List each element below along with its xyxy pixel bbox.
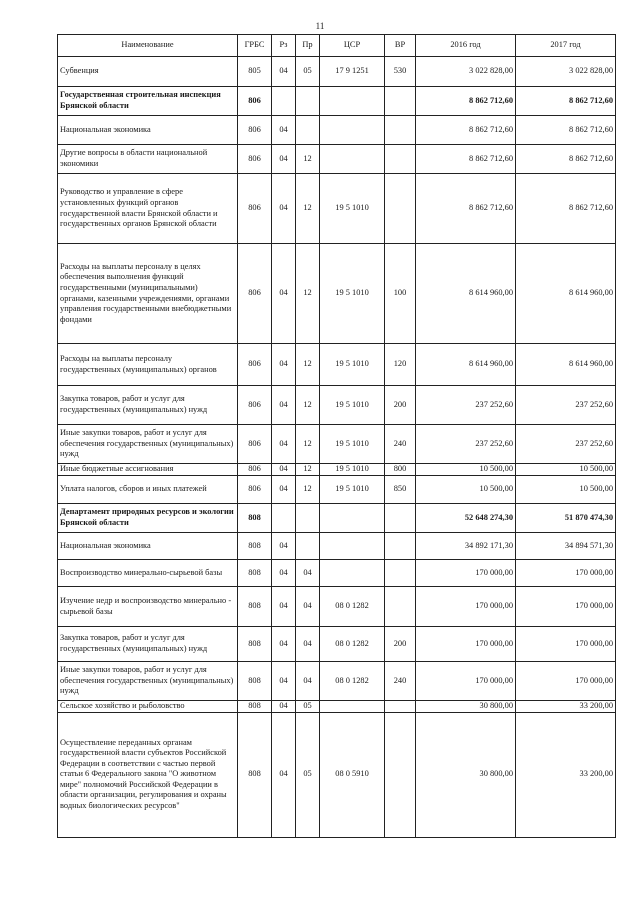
cell-2017: 170 000,00 (516, 587, 616, 627)
cell-2017: 33 200,00 (516, 701, 616, 713)
cell-rz: 04 (272, 476, 296, 504)
cell-grbs: 808 (238, 533, 272, 560)
cell-name: Закупка товаров, работ и услуг для государственных (муниципальных) нужд (58, 627, 238, 662)
cell-pr (296, 504, 320, 533)
budget-table (57, 34, 616, 838)
cell-name: Иные закупки товаров, работ и услуг для обеспечения государственных (муниципальных) нужд (58, 425, 238, 464)
cell-grbs: 805 (238, 57, 272, 87)
cell-2017: 170 000,00 (516, 627, 616, 662)
page-number: 11 (315, 21, 325, 31)
cell-csr (320, 504, 385, 533)
cell-name: Национальная экономика (58, 116, 238, 145)
cell-pr: 12 (296, 425, 320, 464)
table-row (58, 504, 616, 533)
cell-2016: 170 000,00 (416, 662, 516, 701)
cell-csr: 17 9 1251 (320, 57, 385, 87)
cell-csr (320, 87, 385, 116)
cell-pr: 04 (296, 560, 320, 587)
cell-grbs: 808 (238, 627, 272, 662)
header-rz: Рз (272, 35, 296, 57)
cell-2017: 34 894 571,30 (516, 533, 616, 560)
table-row (58, 244, 616, 344)
cell-name: Национальная экономика (58, 533, 238, 560)
cell-2016: 170 000,00 (416, 560, 516, 587)
table-header-row (58, 35, 616, 57)
cell-2017: 8 862 712,60 (516, 116, 616, 145)
cell-pr: 04 (296, 587, 320, 627)
cell-csr: 08 0 1282 (320, 627, 385, 662)
cell-2016: 170 000,00 (416, 627, 516, 662)
cell-grbs: 808 (238, 560, 272, 587)
cell-csr (320, 701, 385, 713)
cell-csr: 19 5 1010 (320, 386, 385, 425)
table-row (58, 627, 616, 662)
cell-name: Изучение недр и воспроизводство минерально - сырьевой базы (58, 587, 238, 627)
cell-2016: 30 800,00 (416, 712, 516, 837)
cell-name: Государственная строительная инспекция Брянской области (58, 87, 238, 116)
cell-rz: 04 (272, 464, 296, 476)
cell-rz: 04 (272, 57, 296, 87)
cell-pr: 04 (296, 627, 320, 662)
cell-csr (320, 560, 385, 587)
cell-2017: 3 022 828,00 (516, 57, 616, 87)
header-csr: ЦСР (320, 35, 385, 57)
cell-grbs: 808 (238, 701, 272, 713)
cell-2017: 8 862 712,60 (516, 87, 616, 116)
cell-name: Воспроизводство минерально-сырьевой базы (58, 560, 238, 587)
header-grbs: ГРБС (238, 35, 272, 57)
cell-2017: 33 200,00 (516, 712, 616, 837)
cell-csr: 19 5 1010 (320, 464, 385, 476)
header-vr: ВР (385, 35, 416, 57)
cell-2016: 8 614 960,00 (416, 244, 516, 344)
table-row (58, 116, 616, 145)
cell-rz: 04 (272, 116, 296, 145)
cell-vr (385, 712, 416, 837)
cell-vr (385, 116, 416, 145)
table-row (58, 662, 616, 701)
cell-name: Руководство и управление в сфере установленных функций органов государственной власти Брянской области и государственных органов Брянской области (58, 174, 238, 244)
cell-grbs: 808 (238, 712, 272, 837)
cell-2016: 8 614 960,00 (416, 344, 516, 386)
cell-rz: 04 (272, 145, 296, 174)
cell-rz: 04 (272, 560, 296, 587)
cell-2017: 10 500,00 (516, 476, 616, 504)
cell-rz: 04 (272, 425, 296, 464)
cell-2016: 170 000,00 (416, 587, 516, 627)
cell-2017: 237 252,60 (516, 425, 616, 464)
cell-csr: 08 0 1282 (320, 587, 385, 627)
cell-pr: 12 (296, 145, 320, 174)
cell-name: Субвенция (58, 57, 238, 87)
cell-pr (296, 533, 320, 560)
cell-vr: 240 (385, 662, 416, 701)
cell-2017: 10 500,00 (516, 464, 616, 476)
cell-name: Департамент природных ресурсов и экологии Брянской области (58, 504, 238, 533)
cell-rz (272, 87, 296, 116)
cell-2016: 8 862 712,60 (416, 174, 516, 244)
cell-vr (385, 87, 416, 116)
cell-csr (320, 116, 385, 145)
cell-vr: 850 (385, 476, 416, 504)
table-row (58, 174, 616, 244)
cell-grbs: 806 (238, 344, 272, 386)
cell-rz: 04 (272, 533, 296, 560)
cell-pr: 12 (296, 464, 320, 476)
table-body (58, 57, 616, 838)
cell-csr: 19 5 1010 (320, 476, 385, 504)
cell-name: Осуществление переданных органам государственной власти субъектов Российской Федерации в соответствии с частью первой статьи 6 Федерального закона "О животном мире" полномочий Российской Федерации в области организации, регулирования и охраны водных биологических ресурсов" (58, 712, 238, 837)
cell-rz: 04 (272, 712, 296, 837)
cell-csr: 19 5 1010 (320, 344, 385, 386)
cell-rz: 04 (272, 344, 296, 386)
cell-2017: 8 614 960,00 (516, 244, 616, 344)
header-pr: Пр (296, 35, 320, 57)
table-row (58, 386, 616, 425)
cell-rz: 04 (272, 627, 296, 662)
header-2017: 2017 год (516, 35, 616, 57)
cell-pr: 12 (296, 386, 320, 425)
header-2016: 2016 год (416, 35, 516, 57)
cell-csr: 19 5 1010 (320, 244, 385, 344)
table-row (58, 145, 616, 174)
cell-csr: 08 0 1282 (320, 662, 385, 701)
table-row (58, 560, 616, 587)
cell-vr: 200 (385, 627, 416, 662)
cell-2016: 237 252,60 (416, 386, 516, 425)
cell-2016: 10 500,00 (416, 476, 516, 504)
cell-vr: 100 (385, 244, 416, 344)
cell-vr: 530 (385, 57, 416, 87)
cell-grbs: 808 (238, 662, 272, 701)
cell-vr: 240 (385, 425, 416, 464)
cell-2017: 170 000,00 (516, 560, 616, 587)
cell-grbs: 806 (238, 145, 272, 174)
cell-csr (320, 533, 385, 560)
cell-vr: 800 (385, 464, 416, 476)
cell-name: Иные закупки товаров, работ и услуг для обеспечения государственных (муниципальных) нужд (58, 662, 238, 701)
table-row (58, 701, 616, 713)
table-row (58, 464, 616, 476)
cell-csr: 08 0 5910 (320, 712, 385, 837)
cell-grbs: 808 (238, 587, 272, 627)
cell-2016: 8 862 712,60 (416, 145, 516, 174)
cell-rz: 04 (272, 244, 296, 344)
cell-2016: 30 800,00 (416, 701, 516, 713)
cell-2016: 34 892 171,30 (416, 533, 516, 560)
cell-grbs: 806 (238, 244, 272, 344)
table-row (58, 712, 616, 837)
cell-rz: 04 (272, 701, 296, 713)
cell-pr: 12 (296, 476, 320, 504)
cell-2016: 3 022 828,00 (416, 57, 516, 87)
cell-vr: 200 (385, 386, 416, 425)
cell-grbs: 806 (238, 476, 272, 504)
table-row (58, 344, 616, 386)
cell-vr (385, 145, 416, 174)
cell-pr: 12 (296, 244, 320, 344)
cell-vr (385, 174, 416, 244)
cell-vr (385, 587, 416, 627)
cell-name: Другие вопросы в области национальной экономики (58, 145, 238, 174)
table-row (58, 57, 616, 87)
cell-grbs: 806 (238, 87, 272, 116)
table-row (58, 87, 616, 116)
cell-grbs: 806 (238, 116, 272, 145)
cell-name: Расходы на выплаты персоналу государственных (муниципальных) органов (58, 344, 238, 386)
table-row (58, 476, 616, 504)
cell-name: Уплата налогов, сборов и иных платежей (58, 476, 238, 504)
cell-csr (320, 145, 385, 174)
table-row (58, 533, 616, 560)
cell-2017: 170 000,00 (516, 662, 616, 701)
cell-grbs: 806 (238, 464, 272, 476)
cell-pr: 05 (296, 712, 320, 837)
cell-rz: 04 (272, 386, 296, 425)
cell-vr: 120 (385, 344, 416, 386)
cell-2016: 10 500,00 (416, 464, 516, 476)
cell-rz: 04 (272, 587, 296, 627)
cell-name: Расходы на выплаты персоналу в целях обеспечения выполнения функций государственными (муниципальными) органами, казенными учреждениями, органами управления государственными внебюджетными фондами (58, 244, 238, 344)
cell-2017: 8 614 960,00 (516, 344, 616, 386)
cell-csr: 19 5 1010 (320, 174, 385, 244)
cell-2017: 8 862 712,60 (516, 174, 616, 244)
cell-name: Иные бюджетные ассигнования (58, 464, 238, 476)
cell-vr (385, 533, 416, 560)
cell-2016: 52 648 274,30 (416, 504, 516, 533)
cell-vr (385, 560, 416, 587)
cell-2017: 51 870 474,30 (516, 504, 616, 533)
cell-2016: 8 862 712,60 (416, 116, 516, 145)
cell-grbs: 808 (238, 504, 272, 533)
cell-rz: 04 (272, 662, 296, 701)
cell-pr: 12 (296, 344, 320, 386)
table-row (58, 587, 616, 627)
cell-pr (296, 116, 320, 145)
cell-vr (385, 701, 416, 713)
cell-name: Закупка товаров, работ и услуг для государственных (муниципальных) нужд (58, 386, 238, 425)
cell-rz: 04 (272, 174, 296, 244)
cell-pr: 05 (296, 701, 320, 713)
cell-rz (272, 504, 296, 533)
cell-2016: 8 862 712,60 (416, 87, 516, 116)
cell-grbs: 806 (238, 174, 272, 244)
cell-grbs: 806 (238, 425, 272, 464)
cell-name: Сельское хозяйство и рыболовство (58, 701, 238, 713)
cell-csr: 19 5 1010 (320, 425, 385, 464)
cell-2017: 8 862 712,60 (516, 145, 616, 174)
cell-vr (385, 504, 416, 533)
cell-pr: 05 (296, 57, 320, 87)
cell-grbs: 806 (238, 386, 272, 425)
cell-2017: 237 252,60 (516, 386, 616, 425)
cell-pr: 04 (296, 662, 320, 701)
cell-2016: 237 252,60 (416, 425, 516, 464)
cell-pr: 12 (296, 174, 320, 244)
table-row (58, 425, 616, 464)
header-name: Наименование (58, 35, 238, 57)
cell-pr (296, 87, 320, 116)
